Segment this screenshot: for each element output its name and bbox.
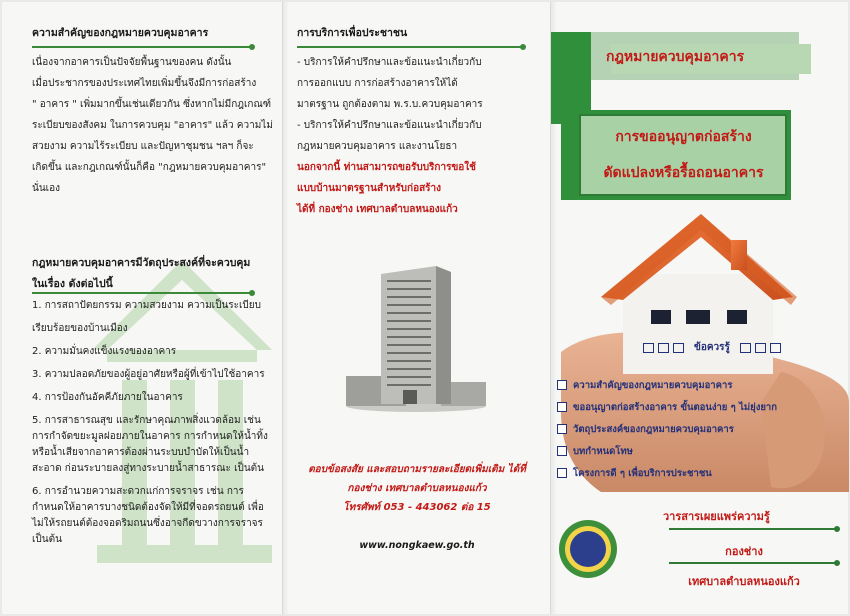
- cover-subtitle-line2: ดัดแปลงหรือรื้อถอนอาคาร: [603, 165, 764, 181]
- contents-checklist: [557, 374, 807, 484]
- brochure-sheet: [2, 2, 848, 614]
- list-item: 2. ความมั่นคงแข็งแรงของอาคาร: [32, 346, 177, 357]
- checklist-item: [557, 440, 807, 462]
- seal-ring: [565, 526, 611, 572]
- list-item: 6. การอำนวยความสะดวกแก่การจราจร เช่น การกำหนดให้อาคารบางชนิดต้องจัดให้มีที่จอดรถยนต์ เพื่อไม่ให้รถยนต์ต้องจอดริมถนนซึ่งอาจกีดขวางการจราจร เป็นต้น: [32, 486, 264, 545]
- heading-underline: [297, 46, 523, 48]
- objectives-list: [32, 298, 270, 555]
- checklist-item: [557, 462, 807, 484]
- checkbox-icon: [557, 424, 567, 434]
- list-item: 1. การสถาปัตยกรรม ความสวยงาม ความเป็นระเบียบ: [32, 300, 261, 311]
- text-line: สวยงาม ความไร้ระเบียบ และปัญหาชุมชน ฯลฯ ก็จะ: [32, 141, 254, 152]
- checklist-item: [557, 374, 807, 396]
- contents-label: ข้อควรรู้: [694, 342, 730, 353]
- text-line: " อาคาร " เพิ่มมากขึ้นเช่นเดียวกัน ซึ่งหากไม่มีกฎเกณฑ์: [32, 99, 272, 110]
- square-icon: [658, 343, 669, 353]
- text-line: มาตรฐาน ถูกต้องตาม พ.ร.บ.ควบคุมอาคาร: [297, 99, 483, 110]
- fold-shadow: [283, 2, 289, 614]
- services-paragraph: [297, 52, 542, 220]
- checkbox-icon: [557, 446, 567, 456]
- checklist-label: วัตถุประสงค์ของกฎหมายควบคุมอาคาร: [573, 423, 734, 435]
- municipality-name: เทศบาลตำบลหนองแก้ว: [688, 575, 800, 588]
- text-line: การออกแบบ การก่อสร้างอาคารให้ได้: [297, 78, 458, 89]
- list-item: 3. ความปลอดภัยของผู้อยู่อาศัยหรือผู้ที่เข้าไปใช้อาคาร: [32, 369, 265, 380]
- checklist-label: ความสำคัญของกฎหมายควบคุมอาคาร: [573, 379, 733, 391]
- list-item: 5. การสาธารณสุข และรักษาคุณภาพสิ่งแวดล้อม เช่น การกำจัดขยะมูลฝอยภายในอาคาร การกำหนดให้น้ำทิ้งหรือน้ำเสียจากอาคารต้องผ่านระบบบำบัดให้เป็นน้ำสะอาด ก่อนระบายลงสู่ทางระบายน้ำสาธารณะ เป็นต้น: [32, 415, 268, 474]
- seal-core: [570, 531, 606, 567]
- checklist-label: โครงการดี ๆ เพื่อบริการประชาชน: [573, 467, 712, 479]
- checklist-item: [557, 418, 807, 440]
- heading-line: กฎหมายควบคุมอาคารมีวัตถุประสงค์ที่จะควบคุม: [32, 257, 251, 269]
- checklist-item: [557, 396, 807, 418]
- text-line: นั่นเอง: [32, 183, 60, 194]
- section-heading-objectives: [32, 254, 250, 292]
- text-line: - บริการให้คำปรึกษาและข้อแนะนำเกี่ยวกับ: [297, 57, 482, 68]
- text-line: เมื่อประชากรของประเทศไทยเพิ่มขึ้นจึงมีการก่อสร้าง: [32, 78, 257, 89]
- text-line: เกิดขึ้น และกฎเกณฑ์นั้นก็คือ "กฎหมายควบคุมอาคาร": [32, 162, 267, 173]
- text-line: แบบบ้านมาตรฐานสำหรับก่อสร้าง: [297, 183, 442, 194]
- section-heading-importance: ความสำคัญของกฎหมายควบคุมอาคาร: [32, 27, 209, 39]
- checklist-label: ขออนุญาตก่อสร้างอาคาร ขั้นตอนง่าย ๆ ไม่ยุ่งยาก: [573, 401, 777, 413]
- square-icon: [755, 343, 766, 353]
- contents-label-row: [643, 340, 781, 355]
- heading-line: ในเรื่อง ดังต่อไปนี้: [32, 278, 113, 290]
- text-line: - บริการให้คำปรึกษาและข้อแนะนำเกี่ยวกับ: [297, 120, 482, 131]
- contact-line: กองช่าง เทศบาลตำบลหนองแก้ว: [347, 483, 487, 494]
- text-line: เนื่องจากอาคารเป็นปัจจัยพื้นฐานของคน ดังนั้น: [32, 57, 232, 68]
- divider-line: [669, 528, 837, 530]
- list-item: 4. การป้องกันอัคคีภัยภายในอาคาร: [32, 392, 183, 403]
- section-heading-services: การบริการเพื่อประชาชน: [297, 27, 408, 39]
- text-line: กฎหมายควบคุมอาคาร และงานโยธา: [297, 141, 458, 152]
- website-link[interactable]: www.nongkaew.go.th: [359, 540, 475, 551]
- contact-block: [283, 460, 551, 517]
- square-icon: [643, 343, 654, 353]
- cover-title: กฎหมายควบคุมอาคาร: [606, 49, 745, 65]
- square-icon: [740, 343, 751, 353]
- text-line: ได้ที่ กองช่าง เทศบาลตำบลหนองแก้ว: [297, 204, 458, 215]
- importance-paragraph: [32, 52, 277, 199]
- contact-phone: โทรศัพท์ 053 - 443062 ต่อ 15: [343, 502, 491, 513]
- panel-left: [2, 2, 282, 614]
- list-item: เรียบร้อยของบ้านเมือง: [32, 323, 128, 334]
- square-icon: [673, 343, 684, 353]
- contact-line: ตอบข้อสงสัย และสอบถามรายละเอียดเพิ่มเติม ได้ที่: [308, 464, 526, 475]
- municipality-seal-logo: [559, 520, 617, 578]
- office-building-image: [341, 264, 491, 414]
- panel-middle: [282, 2, 551, 614]
- bulletin-label: วารสารเผยแพร่ความรู้: [663, 510, 770, 523]
- square-icon: [770, 343, 781, 353]
- heading-underline: [32, 292, 252, 294]
- panel-cover: [550, 2, 849, 614]
- text-line: นอกจากนี้ ท่านสามารถขอรับบริการขอใช้: [297, 162, 476, 173]
- heading-underline: [32, 46, 252, 48]
- checkbox-icon: [557, 468, 567, 478]
- checkbox-icon: [557, 380, 567, 390]
- cover-subtitle-line1: การขออนุญาตก่อสร้าง: [615, 129, 752, 145]
- text-line: ระเบียบของสังคม ในการควบคุม "อาคาร" แล้ว ความไม่: [32, 120, 273, 131]
- checklist-label: บทกำหนดโทษ: [573, 445, 633, 457]
- department-name: กองช่าง: [725, 545, 763, 558]
- checkbox-icon: [557, 402, 567, 412]
- divider-line: [669, 562, 837, 564]
